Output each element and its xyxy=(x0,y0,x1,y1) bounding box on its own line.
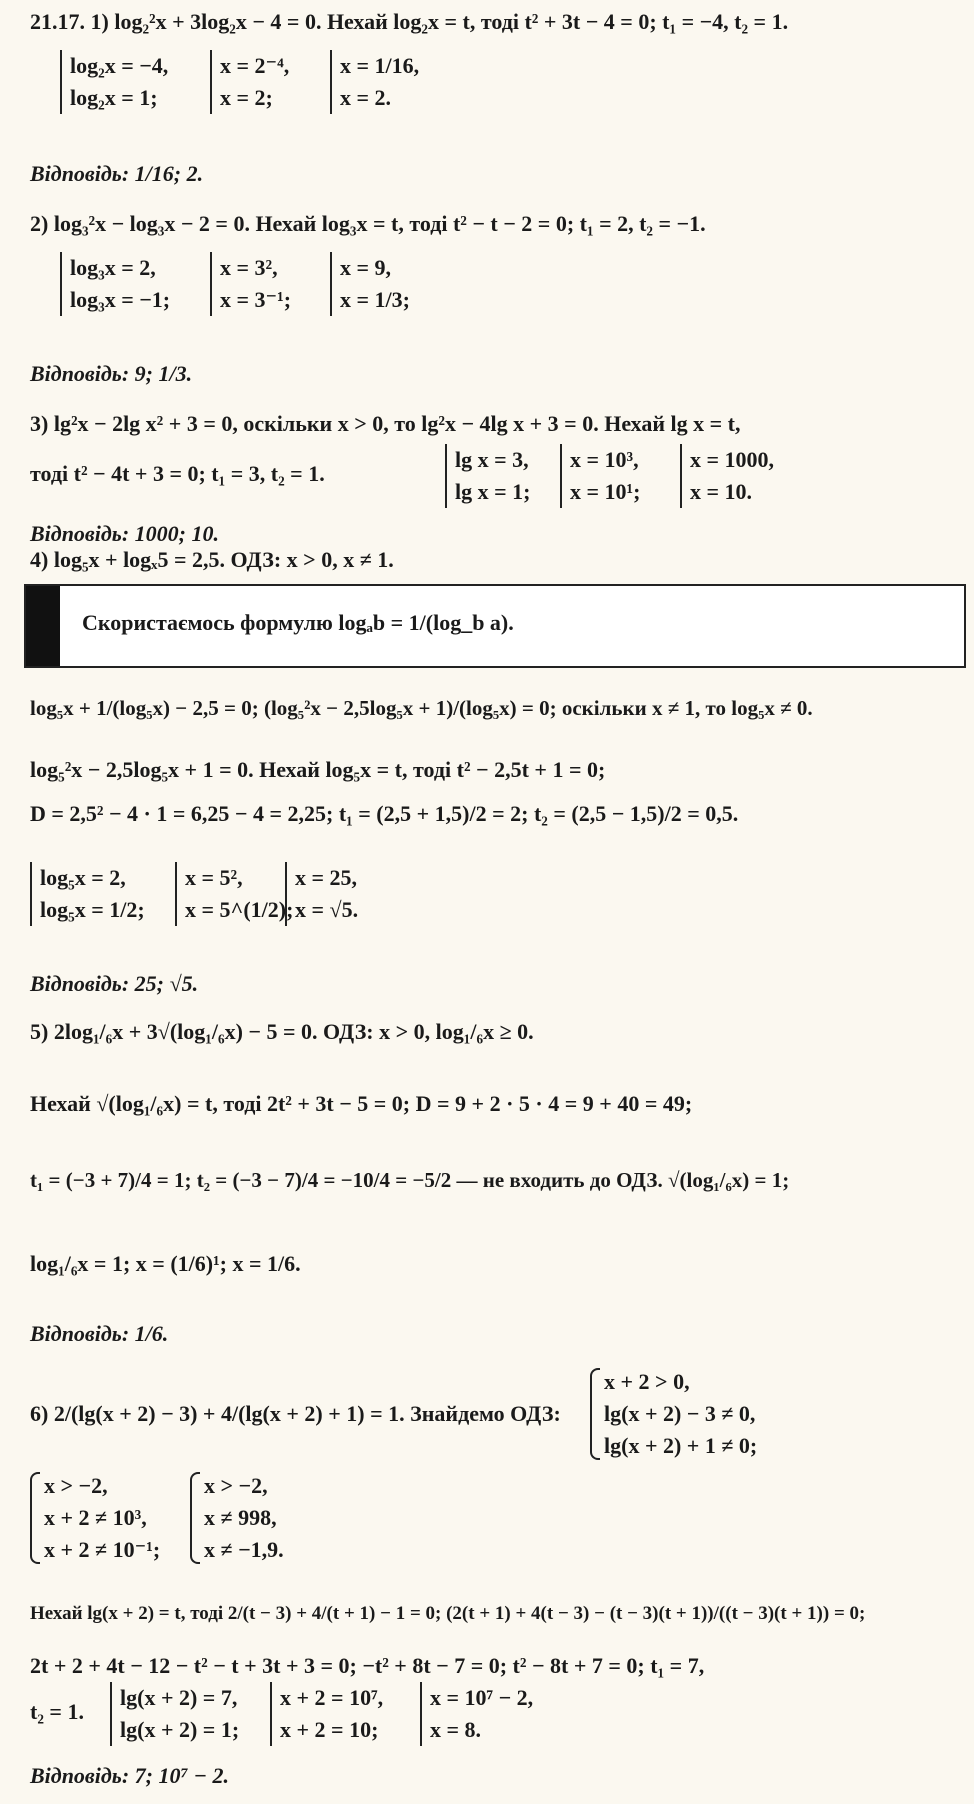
p3-answer: Відповідь: 1000; 10. xyxy=(30,521,219,546)
p2-system-log: log₃x = 2, log₃x = −1; xyxy=(60,252,170,316)
p6-odz-system: x + 2 > 0, lg(x + 2) − 3 ≠ 0, lg(x + 2) + 1 ≠ 0; xyxy=(590,1366,757,1462)
p5-solution-line: log₁/₆x = 1; x = (1/6)¹; x = 1/6. xyxy=(30,1251,301,1276)
p5-roots-line: t₁ = (−3 + 7)/4 = 1; t₂ = (−3 − 7)/4 = −10/4 = −5/2 — не входить до ОДЗ. √(log₁/₆x) = 1; xyxy=(30,1168,790,1192)
p3-system-x: x = 1000, x = 10. xyxy=(680,444,774,508)
p4-discriminant-line: D = 2,5² − 4 · 1 = 6,25 − 4 = 2,25; t₁ = (2,5 + 1,5)/2 = 2; t₂ = (2,5 − 1,5)/2 = 0,5. xyxy=(30,801,739,826)
p4-equation-line: 4) log₅x + logₓ5 = 2,5. ОДЗ: x > 0, x ≠ 1. xyxy=(30,547,394,572)
p6-odz-system-2: x > −2, x + 2 ≠ 10³, x + 2 ≠ 10⁻¹; xyxy=(30,1470,160,1566)
p1-answer: Відповідь: 1/16; 2. xyxy=(30,161,204,186)
p6-expansion-line: 2t + 2 + 4t − 12 − t² − t + 3t + 3 = 0; −t² + 8t − 7 = 0; t² − 8t + 7 = 0; t₁ = 7, xyxy=(30,1653,705,1678)
p6-equation-line: 6) 2/(lg(x + 2) − 3) + 4/(lg(x + 2) + 1) = 1. Знайдемо ОДЗ: xyxy=(30,1401,561,1426)
p2-equation-line: 2) log₃²x − log₃x − 2 = 0. Нехай log₃x = t, тоді t² − t − 2 = 0; t₁ = 2, t₂ = −1. xyxy=(30,211,706,236)
p4-answer: Відповідь: 25; √5. xyxy=(30,971,199,996)
p6-substitution-line: Нехай lg(x + 2) = t, тоді 2/(t − 3) + 4/(t + 1) − 1 = 0; (2(t + 1) + 4(t − 3) − (t − 3)(t + 1))/((t − 3)(t + 1)) = 0; xyxy=(30,1603,866,1624)
formula-box xyxy=(24,584,966,668)
p3-system-log: lg x = 3, lg x = 1; xyxy=(445,444,530,508)
p6-root-line: t₂ = 1. xyxy=(30,1699,84,1724)
p6-system-x: x = 10⁷ − 2, x = 8. xyxy=(420,1682,533,1746)
p6-system-pow: x + 2 = 10⁷, x + 2 = 10; xyxy=(270,1682,383,1746)
p5-equation-line: 5) 2log₁/₆x + 3√(log₁/₆x) − 5 = 0. ОДЗ: x > 0, log₁/₆x ≥ 0. xyxy=(30,1019,534,1044)
p4-transform-line: log₅x + 1/(log₅x) − 2,5 = 0; (log₅²x − 2,5log₅x + 1)/(log₅x) = 0; оскільки x ≠ 1, то log₅x ≠ 0. xyxy=(30,696,813,720)
p4-system-log: log₅x = 2, log₅x = 1/2; xyxy=(30,862,145,926)
p4-system-x: x = 25, x = √5. xyxy=(285,862,358,926)
p2-answer: Відповідь: 9; 1/3. xyxy=(30,361,193,386)
p3-system-pow: x = 10³, x = 10¹; xyxy=(560,444,640,508)
p1-system-pow: x = 2⁻⁴, x = 2; xyxy=(210,50,289,114)
p6-system-lg: lg(x + 2) = 7, lg(x + 2) = 1; xyxy=(110,1682,239,1746)
formula-box-text: Скористаємось формулю logₐb = 1/(log_b a). xyxy=(82,610,514,635)
p6-answer: Відповідь: 7; 10⁷ − 2. xyxy=(30,1763,229,1788)
formula-box-marker xyxy=(26,586,60,666)
p3-equation-line: 3) lg²x − 2lg x² + 3 = 0, оскільки x > 0, то lg²x − 4lg x + 3 = 0. Нехай lg x = t, xyxy=(30,411,741,436)
p6-odz-system-3: x > −2, x ≠ 998, x ≠ −1,9. xyxy=(190,1470,284,1566)
p2-system-x: x = 9, x = 1/3; xyxy=(330,252,410,316)
p2-system-pow: x = 3², x = 3⁻¹; xyxy=(210,252,291,316)
p5-substitution-line: Нехай √(log₁/₆x) = t, тоді 2t² + 3t − 5 = 0; D = 9 + 2 · 5 · 4 = 9 + 40 = 49; xyxy=(30,1091,693,1116)
p4-system-pow: x = 5², x = 5^(1/2); xyxy=(175,862,293,926)
p1-equation-line: 21.17. 1) log₂²x + 3log₂x − 4 = 0. Нехай log₂x = t, тоді t² + 3t − 4 = 0; t₁ = −4, t₂ = 1. xyxy=(30,9,789,34)
p3-substitution-line: тоді t² − 4t + 3 = 0; t₁ = 3, t₂ = 1. xyxy=(30,461,325,486)
p4-substitution-line: log₅²x − 2,5log₅x + 1 = 0. Нехай log₅x = t, тоді t² − 2,5t + 1 = 0; xyxy=(30,757,606,782)
p1-system-x: x = 1/16, x = 2. xyxy=(330,50,419,114)
p1-system-log: log₂x = −4, log₂x = 1; xyxy=(60,50,168,114)
p5-answer: Відповідь: 1/6. xyxy=(30,1321,169,1346)
